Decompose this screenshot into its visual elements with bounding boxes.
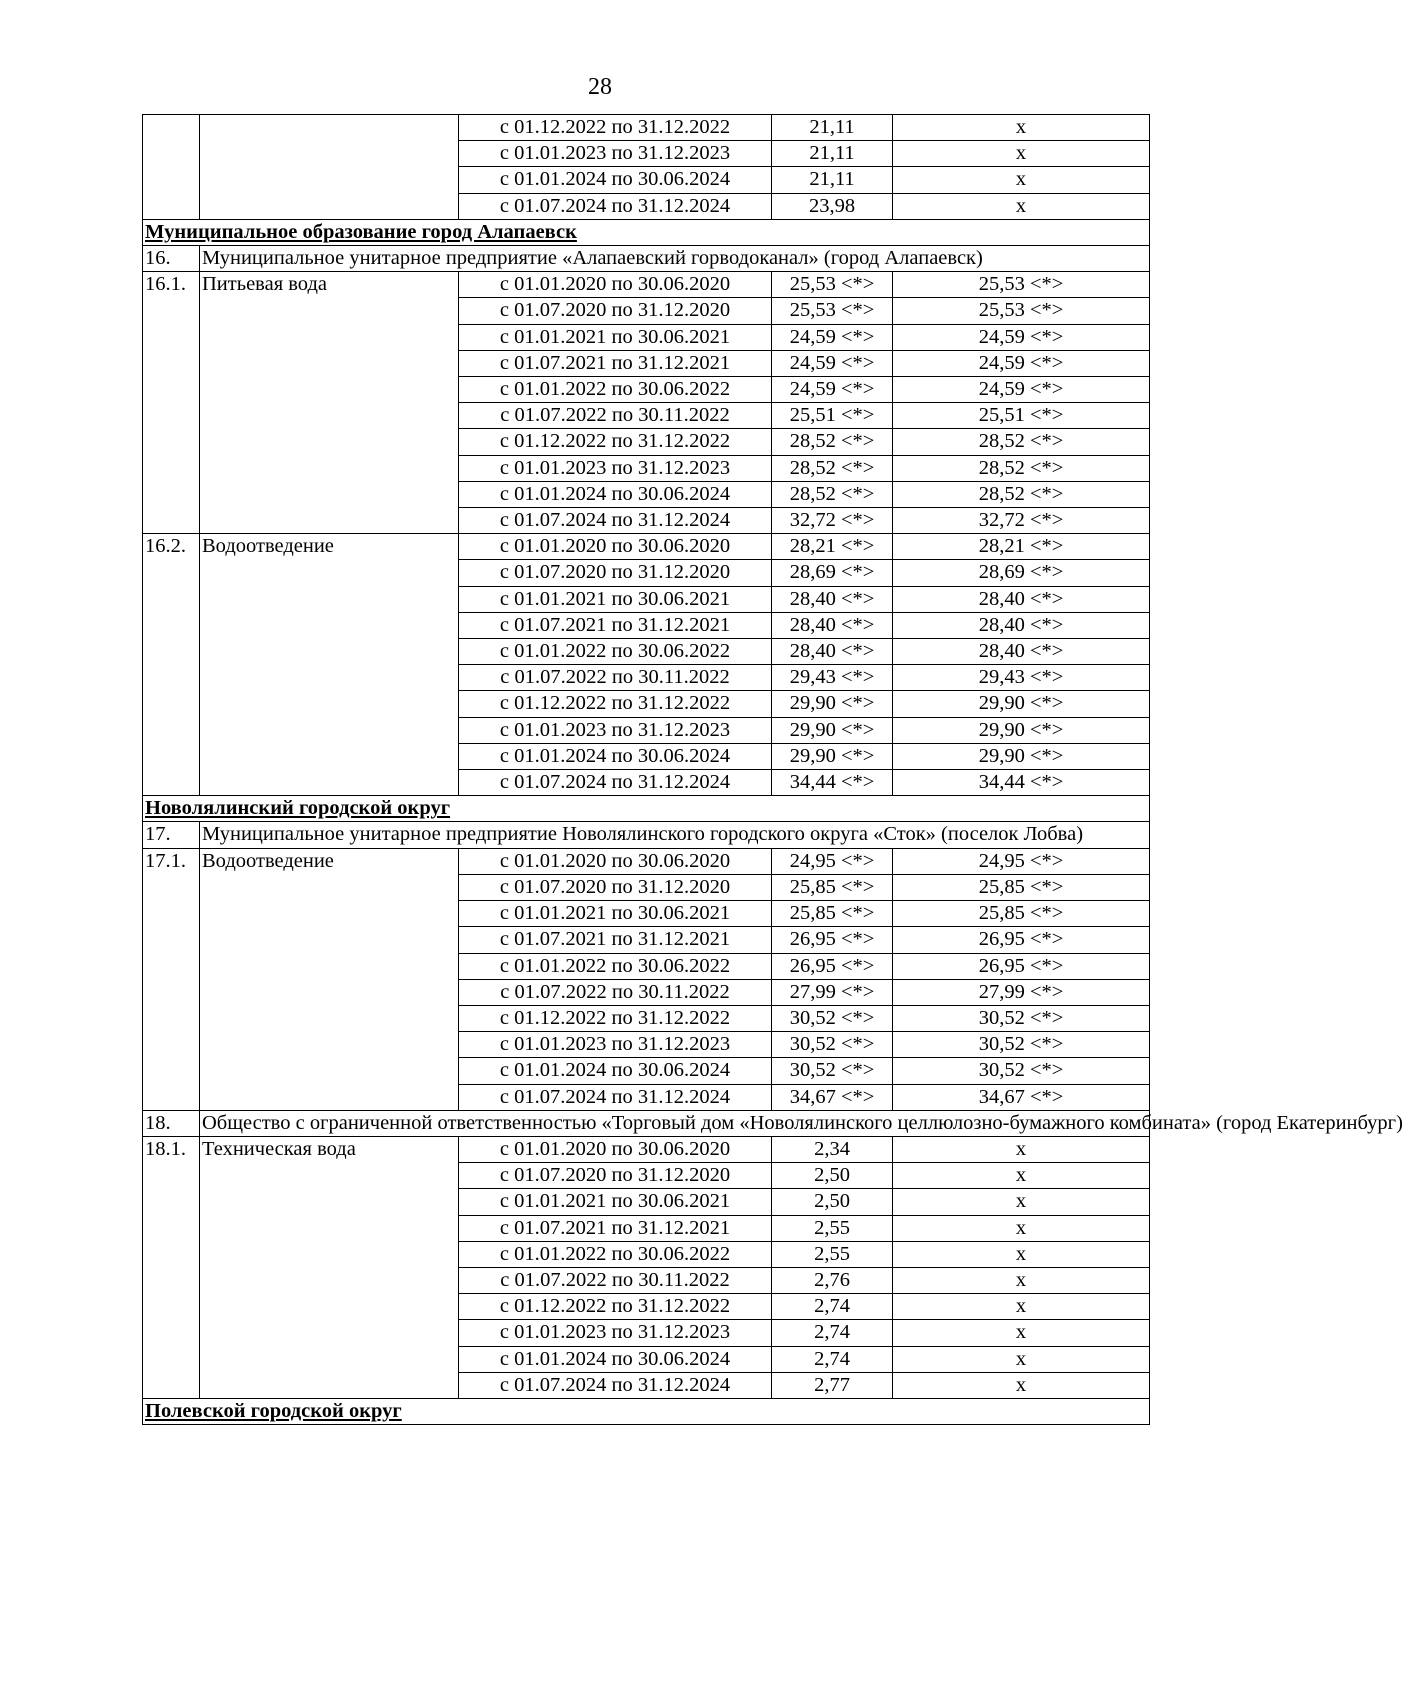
period-cell: с 01.01.2023 по 31.12.2023 <box>459 717 772 743</box>
period-cell: с 01.01.2023 по 31.12.2023 <box>459 1032 772 1058</box>
tariff-value-vat-cell: 30,52 <*> <box>893 1058 1150 1084</box>
tariff-value-vat-cell: х <box>893 1163 1150 1189</box>
tariff-value-cell: 24,59 <*> <box>772 350 893 376</box>
service-name: Техническая вода <box>200 1136 459 1398</box>
tariff-value-vat-cell: 29,90 <*> <box>893 743 1150 769</box>
service-name: Водоотведение <box>200 534 459 796</box>
tariff-value-vat-cell: 25,85 <*> <box>893 901 1150 927</box>
tariff-value-vat-cell: 32,72 <*> <box>893 508 1150 534</box>
period-cell: с 01.01.2020 по 30.06.2020 <box>459 1136 772 1162</box>
tariff-value-cell: 27,99 <*> <box>772 979 893 1005</box>
period-cell: с 01.07.2024 по 31.12.2024 <box>459 1084 772 1110</box>
section-header-row <box>143 796 1150 822</box>
tariff-value-cell: 25,85 <*> <box>772 874 893 900</box>
tariff-value-vat-cell: 34,67 <*> <box>893 1084 1150 1110</box>
service-number: 18.1. <box>143 1136 200 1398</box>
period-cell: с 01.01.2021 по 30.06.2021 <box>459 901 772 927</box>
period-cell: с 01.12.2022 по 31.12.2022 <box>459 429 772 455</box>
tariff-value-cell: 28,52 <*> <box>772 481 893 507</box>
period-cell: с 01.12.2022 по 31.12.2022 <box>459 115 772 141</box>
tariff-value-cell: 28,52 <*> <box>772 429 893 455</box>
tariff-value-cell: 30,52 <*> <box>772 1058 893 1084</box>
period-cell: с 01.07.2022 по 30.11.2022 <box>459 979 772 1005</box>
service-name: Водоотведение <box>200 848 459 1110</box>
tariff-value-vat-cell: 29,43 <*> <box>893 665 1150 691</box>
tariff-row <box>143 534 1150 560</box>
service-number: 16.1. <box>143 272 200 534</box>
tariff-value-cell: 29,90 <*> <box>772 743 893 769</box>
period-cell: с 01.01.2023 по 31.12.2023 <box>459 141 772 167</box>
tariff-value-vat-cell: 29,90 <*> <box>893 691 1150 717</box>
period-cell: с 01.07.2024 по 31.12.2024 <box>459 770 772 796</box>
period-cell: с 01.07.2024 по 31.12.2024 <box>459 1372 772 1398</box>
period-cell: с 01.07.2020 по 31.12.2020 <box>459 560 772 586</box>
period-cell: с 01.01.2020 по 30.06.2020 <box>459 272 772 298</box>
tariff-value-cell: 32,72 <*> <box>772 508 893 534</box>
section-header-row <box>143 219 1150 245</box>
tariff-value-vat-cell: х <box>893 1294 1150 1320</box>
period-cell: с 01.01.2021 по 30.06.2021 <box>459 586 772 612</box>
tariff-value-vat-cell: 30,52 <*> <box>893 1032 1150 1058</box>
organization-row <box>143 822 1150 848</box>
tariff-value-vat-cell: 24,59 <*> <box>893 324 1150 350</box>
tariff-value-cell: 23,98 <box>772 193 893 219</box>
organization-number: 16. <box>143 246 200 272</box>
tariff-value-vat-cell: 25,51 <*> <box>893 403 1150 429</box>
tariff-row <box>143 848 1150 874</box>
section-title: Полевской городской округ <box>143 1398 1150 1424</box>
period-cell: с 01.01.2024 по 30.06.2024 <box>459 1058 772 1084</box>
tariff-value-vat-cell: 28,40 <*> <box>893 586 1150 612</box>
period-cell: с 01.01.2020 по 30.06.2020 <box>459 848 772 874</box>
tariff-value-cell: 30,52 <*> <box>772 1005 893 1031</box>
tariff-table-body <box>143 115 1403 1425</box>
tariff-value-vat-cell: 28,21 <*> <box>893 534 1150 560</box>
tariff-value-vat-cell: 24,59 <*> <box>893 350 1150 376</box>
period-cell: с 01.07.2021 по 31.12.2021 <box>459 350 772 376</box>
section-header-row <box>143 1398 1150 1424</box>
tariff-value-vat-cell: 30,52 <*> <box>893 1005 1150 1031</box>
tariff-value-cell: 25,85 <*> <box>772 901 893 927</box>
tariff-value-cell: 24,59 <*> <box>772 377 893 403</box>
tariff-value-vat-cell: 29,90 <*> <box>893 717 1150 743</box>
period-cell: с 01.07.2020 по 31.12.2020 <box>459 298 772 324</box>
tariff-row <box>143 115 1150 141</box>
tariff-value-cell: 34,67 <*> <box>772 1084 893 1110</box>
tariff-value-cell: 25,53 <*> <box>772 298 893 324</box>
service-number: 16.2. <box>143 534 200 796</box>
tariff-value-cell: 2,74 <box>772 1294 893 1320</box>
tariff-value-vat-cell: х <box>893 1267 1150 1293</box>
period-cell: с 01.07.2021 по 31.12.2021 <box>459 927 772 953</box>
tariff-value-cell: 2,34 <box>772 1136 893 1162</box>
period-cell: с 01.07.2020 по 31.12.2020 <box>459 1163 772 1189</box>
tariff-value-vat-cell: 28,40 <*> <box>893 612 1150 638</box>
tariff-value-cell: 2,74 <box>772 1346 893 1372</box>
section-title: Новолялинский городской округ <box>143 796 1150 822</box>
period-cell: с 01.01.2024 по 30.06.2024 <box>459 481 772 507</box>
period-cell: с 01.01.2022 по 30.06.2022 <box>459 639 772 665</box>
period-cell: с 01.01.2024 по 30.06.2024 <box>459 743 772 769</box>
tariff-value-cell: 29,90 <*> <box>772 691 893 717</box>
tariff-value-vat-cell: 28,52 <*> <box>893 429 1150 455</box>
tariff-value-vat-cell: х <box>893 1346 1150 1372</box>
period-cell: с 01.01.2024 по 30.06.2024 <box>459 167 772 193</box>
tariff-value-cell: 29,90 <*> <box>772 717 893 743</box>
period-cell: с 01.07.2020 по 31.12.2020 <box>459 874 772 900</box>
tariff-value-cell: 28,40 <*> <box>772 612 893 638</box>
section-title: Муниципальное образование город Алапаевск <box>143 219 1150 245</box>
item-number-cell <box>143 115 200 220</box>
tariff-value-vat-cell: х <box>893 193 1150 219</box>
period-cell: с 01.12.2022 по 31.12.2022 <box>459 1005 772 1031</box>
organization-name: Общество с ограниченной ответственностью «Торговый дом «Новолялинского целлюлозно-бумажного комбината» (город Екатеринбург) <box>200 1110 1150 1136</box>
tariff-value-cell: 2,76 <box>772 1267 893 1293</box>
tariff-value-vat-cell: х <box>893 141 1150 167</box>
period-cell: с 01.01.2024 по 30.06.2024 <box>459 1346 772 1372</box>
period-cell: с 01.07.2021 по 31.12.2021 <box>459 1215 772 1241</box>
tariff-value-vat-cell: 28,69 <*> <box>893 560 1150 586</box>
tariff-value-vat-cell: 24,95 <*> <box>893 848 1150 874</box>
tariff-value-cell: 21,11 <box>772 167 893 193</box>
period-cell: с 01.12.2022 по 31.12.2022 <box>459 1294 772 1320</box>
period-cell: с 01.12.2022 по 31.12.2022 <box>459 691 772 717</box>
tariff-value-cell: 28,52 <*> <box>772 455 893 481</box>
tariff-value-vat-cell: х <box>893 1215 1150 1241</box>
period-cell: с 01.01.2023 по 31.12.2023 <box>459 455 772 481</box>
tariff-value-cell: 2,74 <box>772 1320 893 1346</box>
tariff-value-vat-cell: 28,52 <*> <box>893 481 1150 507</box>
tariff-value-cell: 2,55 <box>772 1215 893 1241</box>
period-cell: с 01.01.2022 по 30.06.2022 <box>459 1241 772 1267</box>
tariff-value-cell: 21,11 <box>772 141 893 167</box>
period-cell: с 01.01.2021 по 30.06.2021 <box>459 324 772 350</box>
period-cell: с 01.07.2024 по 31.12.2024 <box>459 193 772 219</box>
tariff-value-cell: 26,95 <*> <box>772 953 893 979</box>
service-number: 17.1. <box>143 848 200 1110</box>
organization-name: Муниципальное унитарное предприятие «Алапаевский горводоканал» (город Алапаевск) <box>200 246 1150 272</box>
tariff-value-cell: 25,53 <*> <box>772 272 893 298</box>
page-number: 28 <box>588 74 612 100</box>
tariff-value-cell: 2,77 <box>772 1372 893 1398</box>
tariff-value-vat-cell: 25,85 <*> <box>893 874 1150 900</box>
period-cell: с 01.07.2022 по 30.11.2022 <box>459 665 772 691</box>
tariff-value-vat-cell: 24,59 <*> <box>893 377 1150 403</box>
tariff-value-cell: 24,95 <*> <box>772 848 893 874</box>
tariff-value-cell: 2,55 <box>772 1241 893 1267</box>
tariff-value-vat-cell: х <box>893 1320 1150 1346</box>
tariff-value-vat-cell: х <box>893 1372 1150 1398</box>
tariff-value-vat-cell: 26,95 <*> <box>893 927 1150 953</box>
tariff-value-vat-cell: х <box>893 1241 1150 1267</box>
period-cell: с 01.01.2023 по 31.12.2023 <box>459 1320 772 1346</box>
organization-row <box>143 1110 1150 1136</box>
service-name-cell <box>200 115 459 220</box>
tariff-value-vat-cell: 28,40 <*> <box>893 639 1150 665</box>
tariff-value-cell: 30,52 <*> <box>772 1032 893 1058</box>
tariff-value-vat-cell: х <box>893 115 1150 141</box>
tariff-value-cell: 21,11 <box>772 115 893 141</box>
tariff-value-cell: 2,50 <box>772 1189 893 1215</box>
tariff-value-cell: 29,43 <*> <box>772 665 893 691</box>
tariff-value-cell: 34,44 <*> <box>772 770 893 796</box>
tariff-value-cell: 2,50 <box>772 1163 893 1189</box>
tariff-value-vat-cell: х <box>893 1136 1150 1162</box>
tariff-value-cell: 28,21 <*> <box>772 534 893 560</box>
period-cell: с 01.07.2022 по 30.11.2022 <box>459 403 772 429</box>
period-cell: с 01.01.2020 по 30.06.2020 <box>459 534 772 560</box>
tariff-value-vat-cell: 34,44 <*> <box>893 770 1150 796</box>
tariff-value-vat-cell: х <box>893 1189 1150 1215</box>
organization-number: 17. <box>143 822 200 848</box>
tariff-row <box>143 272 1150 298</box>
service-name: Питьевая вода <box>200 272 459 534</box>
tariff-value-vat-cell: 26,95 <*> <box>893 953 1150 979</box>
organization-name: Муниципальное унитарное предприятие Новолялинского городского округа «Сток» (поселок Лобва) <box>200 822 1150 848</box>
organization-row <box>143 246 1150 272</box>
tariff-row <box>143 1136 1150 1162</box>
period-cell: с 01.07.2024 по 31.12.2024 <box>459 508 772 534</box>
tariff-table <box>142 114 1403 1425</box>
tariff-value-vat-cell: 25,53 <*> <box>893 298 1150 324</box>
tariff-value-cell: 25,51 <*> <box>772 403 893 429</box>
period-cell: с 01.01.2021 по 30.06.2021 <box>459 1189 772 1215</box>
tariff-value-cell: 24,59 <*> <box>772 324 893 350</box>
tariff-value-cell: 28,69 <*> <box>772 560 893 586</box>
period-cell: с 01.07.2022 по 30.11.2022 <box>459 1267 772 1293</box>
organization-number: 18. <box>143 1110 200 1136</box>
period-cell: с 01.01.2022 по 30.06.2022 <box>459 953 772 979</box>
tariff-value-vat-cell: 27,99 <*> <box>893 979 1150 1005</box>
tariff-value-cell: 28,40 <*> <box>772 586 893 612</box>
tariff-value-cell: 28,40 <*> <box>772 639 893 665</box>
period-cell: с 01.01.2022 по 30.06.2022 <box>459 377 772 403</box>
tariff-value-cell: 26,95 <*> <box>772 927 893 953</box>
tariff-value-vat-cell: 28,52 <*> <box>893 455 1150 481</box>
tariff-value-vat-cell: х <box>893 167 1150 193</box>
tariff-value-vat-cell: 25,53 <*> <box>893 272 1150 298</box>
period-cell: с 01.07.2021 по 31.12.2021 <box>459 612 772 638</box>
